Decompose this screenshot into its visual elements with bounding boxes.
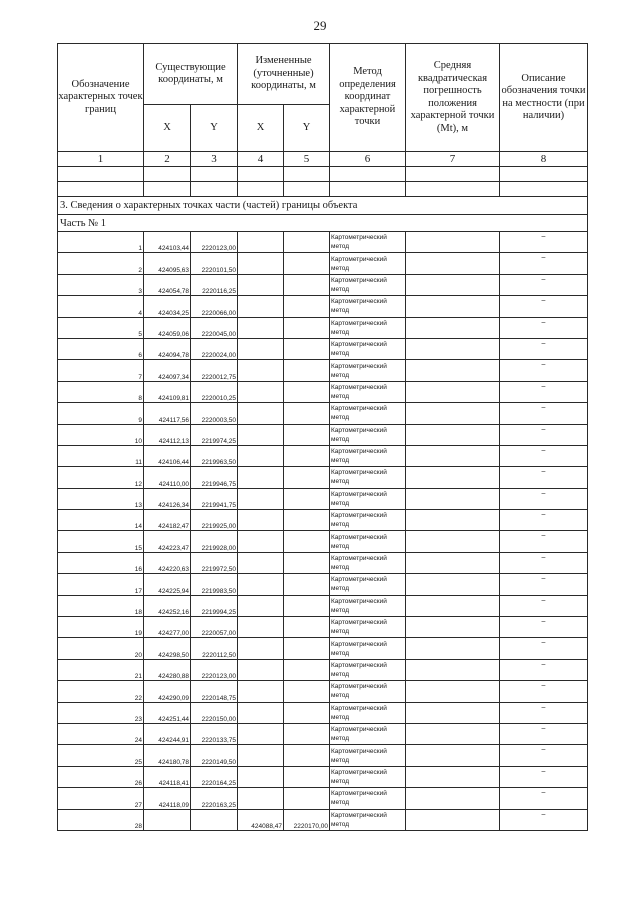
- blank-row: [58, 182, 588, 197]
- existing-y: [191, 809, 238, 830]
- method-cell: Картометрический метод: [330, 381, 406, 402]
- existing-y: 2220101,50: [191, 253, 238, 274]
- changed-y: [284, 531, 330, 552]
- description-cell: –: [500, 338, 588, 359]
- changed-x: [238, 552, 284, 573]
- column-number: 3: [191, 152, 238, 167]
- existing-x: 424252,16: [144, 595, 191, 616]
- point-number: 11: [58, 445, 144, 466]
- description-cell: –: [500, 488, 588, 509]
- method-cell: Картометрический метод: [330, 338, 406, 359]
- changed-x: [238, 766, 284, 787]
- point-number: 19: [58, 617, 144, 638]
- table-row: [58, 659, 588, 680]
- existing-x: 424112,13: [144, 424, 191, 445]
- changed-x: [238, 617, 284, 638]
- accuracy-cell: [406, 681, 500, 702]
- changed-y: [284, 659, 330, 680]
- point-number: 27: [58, 788, 144, 809]
- blank-row: [58, 167, 588, 182]
- method-cell: Картометрический метод: [330, 552, 406, 573]
- description-cell: –: [500, 638, 588, 659]
- existing-y: 2220123,00: [191, 659, 238, 680]
- description-cell: –: [500, 510, 588, 531]
- existing-x: 424095,63: [144, 253, 191, 274]
- point-number: 16: [58, 552, 144, 573]
- changed-y: [284, 552, 330, 573]
- accuracy-cell: [406, 745, 500, 766]
- description-cell: –: [500, 296, 588, 317]
- accuracy-cell: [406, 574, 500, 595]
- accuracy-cell: [406, 360, 500, 381]
- header-y2: Y: [284, 105, 330, 152]
- existing-x: 424118,09: [144, 788, 191, 809]
- changed-y: [284, 702, 330, 723]
- existing-x: 424054,78: [144, 274, 191, 295]
- accuracy-cell: [406, 424, 500, 445]
- column-number: 2: [144, 152, 191, 167]
- point-number: 15: [58, 531, 144, 552]
- table-row: [58, 317, 588, 338]
- accuracy-cell: [406, 617, 500, 638]
- changed-y: [284, 574, 330, 595]
- column-number: 7: [406, 152, 500, 167]
- existing-y: 2219946,75: [191, 467, 238, 488]
- existing-y: 2220164,25: [191, 766, 238, 787]
- table-row: [58, 552, 588, 573]
- changed-x: [238, 659, 284, 680]
- description-cell: –: [500, 745, 588, 766]
- description-cell: –: [500, 253, 588, 274]
- header-x: X: [144, 105, 191, 152]
- existing-y: 2220012,75: [191, 360, 238, 381]
- part-row: [58, 215, 588, 232]
- changed-x: [238, 745, 284, 766]
- changed-y: [284, 467, 330, 488]
- point-number: 28: [58, 809, 144, 830]
- changed-y: [284, 445, 330, 466]
- changed-x: [238, 788, 284, 809]
- existing-x: 424126,34: [144, 488, 191, 509]
- accuracy-cell: [406, 403, 500, 424]
- table-row: [58, 296, 588, 317]
- table-row: [58, 788, 588, 809]
- changed-x: [238, 638, 284, 659]
- existing-y: 2220133,75: [191, 723, 238, 744]
- method-cell: Картометрический метод: [330, 809, 406, 830]
- point-number: 4: [58, 296, 144, 317]
- description-cell: –: [500, 766, 588, 787]
- existing-y: 2219963,50: [191, 445, 238, 466]
- accuracy-cell: [406, 595, 500, 616]
- changed-y: [284, 638, 330, 659]
- existing-x: 424103,44: [144, 232, 191, 253]
- existing-x: 424290,09: [144, 681, 191, 702]
- accuracy-cell: [406, 296, 500, 317]
- method-cell: Картометрический метод: [330, 445, 406, 466]
- table-row: [58, 595, 588, 616]
- description-cell: –: [500, 360, 588, 381]
- description-cell: –: [500, 232, 588, 253]
- existing-x: 424109,81: [144, 381, 191, 402]
- changed-y: [284, 766, 330, 787]
- point-number: 14: [58, 510, 144, 531]
- method-cell: Картометрический метод: [330, 253, 406, 274]
- point-number: 1: [58, 232, 144, 253]
- changed-y: [284, 296, 330, 317]
- description-cell: –: [500, 381, 588, 402]
- method-cell: Картометрический метод: [330, 595, 406, 616]
- column-number: 5: [284, 152, 330, 167]
- point-number: 10: [58, 424, 144, 445]
- table-row: [58, 617, 588, 638]
- changed-y: [284, 317, 330, 338]
- changed-y: [284, 788, 330, 809]
- changed-x: [238, 232, 284, 253]
- table-row: [58, 702, 588, 723]
- changed-x: [238, 467, 284, 488]
- point-number: 23: [58, 702, 144, 723]
- existing-y: 2220149,50: [191, 745, 238, 766]
- method-cell: Картометрический метод: [330, 788, 406, 809]
- point-number: 20: [58, 638, 144, 659]
- existing-x: 424251,44: [144, 702, 191, 723]
- header-x2: X: [238, 105, 284, 152]
- existing-x: 424280,88: [144, 659, 191, 680]
- changed-y: [284, 723, 330, 744]
- changed-x: [238, 702, 284, 723]
- accuracy-cell: [406, 445, 500, 466]
- accuracy-cell: [406, 317, 500, 338]
- header-existing-coords: Существующие координаты, м: [144, 44, 238, 105]
- column-number: 8: [500, 152, 588, 167]
- existing-y: 2219925,00: [191, 510, 238, 531]
- accuracy-cell: [406, 788, 500, 809]
- accuracy-cell: [406, 702, 500, 723]
- point-number: 25: [58, 745, 144, 766]
- boundary-points-table: [57, 43, 588, 831]
- method-cell: Картометрический метод: [330, 766, 406, 787]
- existing-y: 2219983,50: [191, 574, 238, 595]
- accuracy-cell: [406, 381, 500, 402]
- existing-y: 2220150,00: [191, 702, 238, 723]
- accuracy-cell: [406, 274, 500, 295]
- section-row: [58, 197, 588, 215]
- existing-x: 424106,44: [144, 445, 191, 466]
- header-point-designation: Обозначение характерных точек границ: [58, 44, 144, 152]
- description-cell: –: [500, 445, 588, 466]
- table-row: [58, 467, 588, 488]
- existing-x: 424220,63: [144, 552, 191, 573]
- point-number: 13: [58, 488, 144, 509]
- changed-y: 2220170,00: [284, 809, 330, 830]
- accuracy-cell: [406, 232, 500, 253]
- changed-x: [238, 253, 284, 274]
- existing-y: 2219928,00: [191, 531, 238, 552]
- existing-y: 2219941,75: [191, 488, 238, 509]
- description-cell: –: [500, 552, 588, 573]
- table-row: [58, 232, 588, 253]
- table-row: [58, 338, 588, 359]
- description-cell: –: [500, 317, 588, 338]
- point-number: 12: [58, 467, 144, 488]
- changed-x: [238, 274, 284, 295]
- table-row: [58, 488, 588, 509]
- changed-x: [238, 338, 284, 359]
- description-cell: –: [500, 659, 588, 680]
- existing-x: 424110,00: [144, 467, 191, 488]
- changed-y: [284, 381, 330, 402]
- table-row: [58, 253, 588, 274]
- existing-y: 2220003,50: [191, 403, 238, 424]
- point-number: 5: [58, 317, 144, 338]
- method-cell: Картометрический метод: [330, 659, 406, 680]
- description-cell: –: [500, 595, 588, 616]
- point-number: 18: [58, 595, 144, 616]
- existing-x: 424225,94: [144, 574, 191, 595]
- table-row: [58, 403, 588, 424]
- method-cell: Картометрический метод: [330, 403, 406, 424]
- existing-x: 424094,78: [144, 338, 191, 359]
- table-row: [58, 809, 588, 830]
- existing-x: 424182,47: [144, 510, 191, 531]
- point-number: 8: [58, 381, 144, 402]
- table-row: [58, 445, 588, 466]
- changed-y: [284, 274, 330, 295]
- table-row: [58, 574, 588, 595]
- point-number: 3: [58, 274, 144, 295]
- existing-y: 2220057,00: [191, 617, 238, 638]
- accuracy-cell: [406, 552, 500, 573]
- accuracy-cell: [406, 531, 500, 552]
- changed-y: [284, 617, 330, 638]
- description-cell: –: [500, 574, 588, 595]
- existing-y: 2220116,25: [191, 274, 238, 295]
- existing-x: 424244,91: [144, 723, 191, 744]
- existing-y: 2219972,50: [191, 552, 238, 573]
- point-number: 26: [58, 766, 144, 787]
- changed-y: [284, 745, 330, 766]
- description-cell: –: [500, 274, 588, 295]
- existing-x: 424180,78: [144, 745, 191, 766]
- method-cell: Картометрический метод: [330, 702, 406, 723]
- accuracy-cell: [406, 638, 500, 659]
- table-row: [58, 424, 588, 445]
- header-y: Y: [191, 105, 238, 152]
- description-cell: –: [500, 702, 588, 723]
- changed-x: [238, 574, 284, 595]
- changed-x: [238, 424, 284, 445]
- existing-y: 2220112,50: [191, 638, 238, 659]
- existing-x: 424298,50: [144, 638, 191, 659]
- column-numbers-row: [58, 152, 588, 167]
- method-cell: Картометрический метод: [330, 296, 406, 317]
- accuracy-cell: [406, 338, 500, 359]
- point-number: 17: [58, 574, 144, 595]
- changed-x: [238, 445, 284, 466]
- point-number: 7: [58, 360, 144, 381]
- method-cell: Картометрический метод: [330, 232, 406, 253]
- page-number: 29: [313, 18, 327, 33]
- point-number: 9: [58, 403, 144, 424]
- description-cell: –: [500, 723, 588, 744]
- method-cell: Картометрический метод: [330, 745, 406, 766]
- point-number: 6: [58, 338, 144, 359]
- existing-x: 424117,56: [144, 403, 191, 424]
- existing-x: 424097,34: [144, 360, 191, 381]
- description-cell: –: [500, 617, 588, 638]
- column-number: 4: [238, 152, 284, 167]
- changed-x: 424088,47: [238, 809, 284, 830]
- changed-y: [284, 403, 330, 424]
- method-cell: Картометрический метод: [330, 424, 406, 445]
- method-cell: Картометрический метод: [330, 317, 406, 338]
- changed-x: [238, 723, 284, 744]
- table-row: [58, 723, 588, 744]
- changed-x: [238, 510, 284, 531]
- method-cell: Картометрический метод: [330, 510, 406, 531]
- header-method: Метод определения координат характерной точки: [330, 44, 406, 152]
- table-row: [58, 381, 588, 402]
- changed-y: [284, 424, 330, 445]
- description-cell: –: [500, 531, 588, 552]
- changed-y: [284, 338, 330, 359]
- accuracy-cell: [406, 253, 500, 274]
- accuracy-cell: [406, 809, 500, 830]
- table-row: [58, 510, 588, 531]
- existing-y: 2220024,00: [191, 338, 238, 359]
- point-number: 24: [58, 723, 144, 744]
- changed-y: [284, 253, 330, 274]
- description-cell: –: [500, 467, 588, 488]
- existing-x: 424223,47: [144, 531, 191, 552]
- table-row: [58, 638, 588, 659]
- changed-x: [238, 317, 284, 338]
- table-row: [58, 360, 588, 381]
- existing-x: [144, 809, 191, 830]
- accuracy-cell: [406, 467, 500, 488]
- existing-y: 2220045,00: [191, 317, 238, 338]
- changed-x: [238, 488, 284, 509]
- point-number: 21: [58, 659, 144, 680]
- header-description: Описание обозначения точки на местности (при наличии): [500, 44, 588, 152]
- accuracy-cell: [406, 488, 500, 509]
- changed-y: [284, 681, 330, 702]
- header-changed-coords: Измененные (уточненные) координаты, м: [238, 44, 330, 105]
- existing-y: 2219974,25: [191, 424, 238, 445]
- table-row: [58, 274, 588, 295]
- existing-y: 2220010,25: [191, 381, 238, 402]
- accuracy-cell: [406, 510, 500, 531]
- point-number: 22: [58, 681, 144, 702]
- table-row: [58, 681, 588, 702]
- changed-x: [238, 403, 284, 424]
- changed-x: [238, 595, 284, 616]
- method-cell: Картометрический метод: [330, 723, 406, 744]
- accuracy-cell: [406, 723, 500, 744]
- description-cell: –: [500, 681, 588, 702]
- existing-x: 424277,00: [144, 617, 191, 638]
- column-number: 1: [58, 152, 144, 167]
- method-cell: Картометрический метод: [330, 467, 406, 488]
- table-row: [58, 766, 588, 787]
- accuracy-cell: [406, 766, 500, 787]
- point-number: 2: [58, 253, 144, 274]
- existing-y: 2220066,00: [191, 296, 238, 317]
- changed-y: [284, 488, 330, 509]
- changed-x: [238, 531, 284, 552]
- changed-x: [238, 681, 284, 702]
- table-row: [58, 531, 588, 552]
- description-cell: –: [500, 424, 588, 445]
- changed-x: [238, 360, 284, 381]
- method-cell: Картометрический метод: [330, 681, 406, 702]
- method-cell: Картометрический метод: [330, 617, 406, 638]
- description-cell: –: [500, 403, 588, 424]
- changed-x: [238, 296, 284, 317]
- existing-x: 424034,25: [144, 296, 191, 317]
- section-title: 3. Сведения о характерных точках части (частей) границы объекта: [58, 197, 588, 215]
- existing-y: 2220123,00: [191, 232, 238, 253]
- existing-y: 2220148,75: [191, 681, 238, 702]
- changed-y: [284, 510, 330, 531]
- header-accuracy: Средняя квадратическая погрешность положения характерной точки (Mt), м: [406, 44, 500, 152]
- changed-y: [284, 232, 330, 253]
- accuracy-cell: [406, 659, 500, 680]
- existing-x: 424118,41: [144, 766, 191, 787]
- method-cell: Картометрический метод: [330, 488, 406, 509]
- existing-x: 424059,06: [144, 317, 191, 338]
- method-cell: Картометрический метод: [330, 531, 406, 552]
- method-cell: Картометрический метод: [330, 638, 406, 659]
- existing-y: 2219994,25: [191, 595, 238, 616]
- column-number: 6: [330, 152, 406, 167]
- description-cell: –: [500, 809, 588, 830]
- changed-y: [284, 360, 330, 381]
- method-cell: Картометрический метод: [330, 574, 406, 595]
- table-row: [58, 745, 588, 766]
- changed-x: [238, 381, 284, 402]
- method-cell: Картометрический метод: [330, 360, 406, 381]
- existing-y: 2220163,25: [191, 788, 238, 809]
- method-cell: Картометрический метод: [330, 274, 406, 295]
- part-title: Часть № 1: [58, 215, 588, 232]
- description-cell: –: [500, 788, 588, 809]
- changed-y: [284, 595, 330, 616]
